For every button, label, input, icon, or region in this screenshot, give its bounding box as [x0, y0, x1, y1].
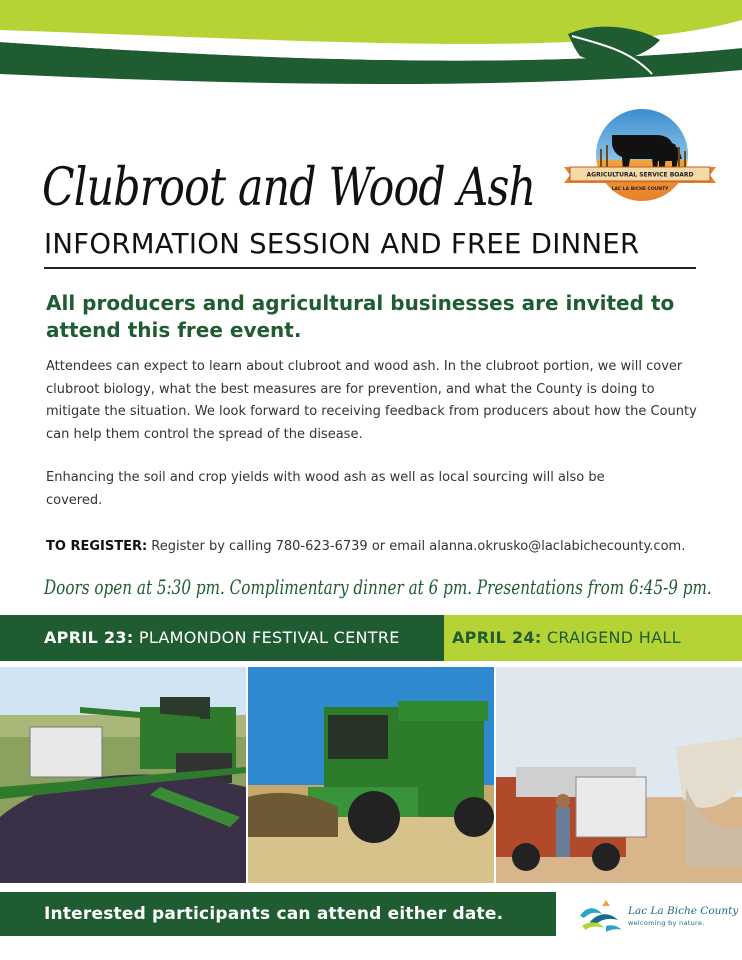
footer-message: Interested participants can attend either date. [44, 904, 504, 924]
logo-subtitle: LAC LA BICHE COUNTY [611, 187, 669, 192]
schedule-line: Doors open at 5:30 pm. Complimentary dinner at 6 pm. Presentations from 6:45-9 pm. [44, 575, 712, 599]
photo-combine-field [248, 667, 494, 883]
agricultural-service-board-logo [560, 105, 720, 205]
county-tagline: welcoming by nature. [628, 919, 705, 927]
event-date-1-venue: PLAMONDON FESTIVAL CENTRE [133, 628, 400, 647]
county-name: Lac La Biche County [628, 905, 739, 917]
title-script: Clubroot and Wood Ash [42, 158, 536, 218]
event-date-1 [44, 628, 400, 647]
title-divider [44, 267, 696, 269]
register-line [46, 536, 698, 559]
header-swoosh [0, 0, 742, 110]
paragraph-wood-ash: Enhancing the soil and crop yields with wood ash as well as local sourcing will also be covered. [46, 470, 605, 508]
paragraph-clubroot: Attendees can expect to learn about clubroot and wood ash. In the clubroot portion, we will cover clubroot biology, what the best measures are for prevention, and what the County is doing to mitigate the situation. We look forward to receiving feedback from producers about how the County can help them control the spread of the disease. [46, 359, 697, 442]
register-text: Register by calling 780-623-6739 or email alanna.okrusko@laclabichecounty.com. [147, 539, 686, 554]
logo-title: AGRICULTURAL SERVICE BOARD [586, 171, 694, 179]
event-date-2-date: APRIL 24: [452, 628, 542, 647]
title-subtitle: INFORMATION SESSION AND FREE DINNER [44, 228, 640, 260]
register-label: TO REGISTER: [46, 539, 148, 554]
intro-heading: All producers and agricultural businesses are invited to attend this free event. [46, 291, 675, 342]
photo-truck-wood-ash [496, 667, 742, 883]
event-date-2 [452, 628, 681, 647]
event-date-2-venue: CRAIGEND HALL [541, 628, 681, 647]
event-date-1-date: APRIL 23: [44, 628, 134, 647]
photo-combine-unloading [0, 667, 246, 883]
